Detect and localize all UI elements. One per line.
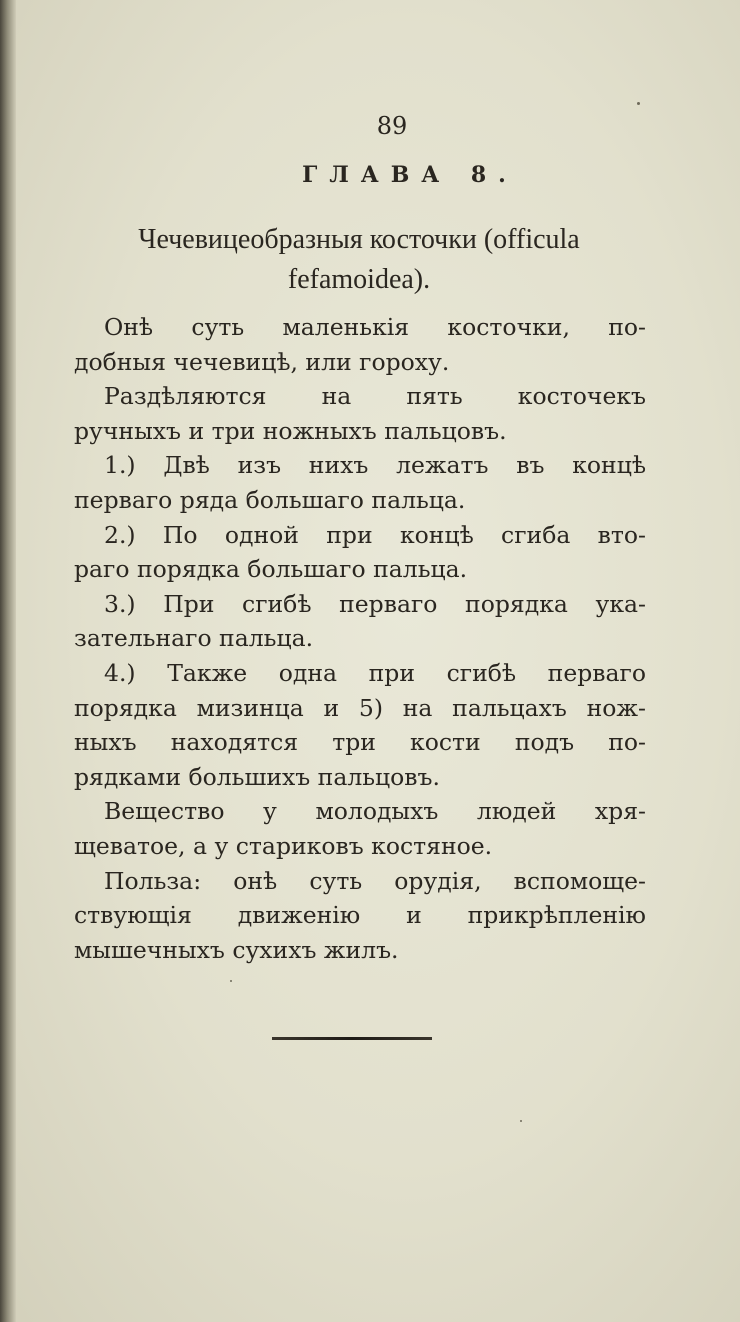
- body-line: рядками большихъ пальцовъ.: [74, 762, 440, 791]
- paper-speck: [637, 102, 640, 105]
- page-gutter-shadow: [0, 0, 16, 1322]
- body-line: Раздѣляются на пять косточекъ: [104, 382, 646, 411]
- end-of-chapter-rule: [272, 1037, 432, 1040]
- chapter-heading: ГЛАВА 8.: [302, 162, 518, 188]
- body-text: [74, 310, 646, 967]
- body-line: щеватое, а у стариковъ костяное.: [74, 831, 493, 860]
- body-line: порядка мизинца и 5) на пальцахъ нож-: [74, 693, 646, 722]
- body-line: ручныхъ и три ножныхъ пальцовъ.: [74, 416, 507, 445]
- body-line: Польза: онѣ суть орудія, вспомоще-: [104, 866, 646, 895]
- section-title-line-1: Чечевицеобразныя косточки (officula: [138, 224, 580, 255]
- body-line: Вещество у молодыхъ людей хря-: [104, 797, 646, 826]
- page-number: 89: [376, 112, 408, 140]
- body-line: раго порядка большаго пальца.: [74, 555, 468, 584]
- body-line: 1.) Двѣ изъ нихъ лежатъ въ концѣ: [104, 451, 646, 480]
- body-line: Онѣ суть маленькія косточки, по-: [104, 313, 646, 341]
- body-line: мышечныхъ сухихъ жилъ.: [74, 935, 399, 964]
- body-line: 2.) По одной при концѣ сгиба вто-: [104, 520, 646, 549]
- body-line: ствующія движенію и прикрѣпленію: [74, 901, 646, 930]
- paper-speck: [230, 980, 232, 982]
- body-line: 3.) При сгибѣ перваго порядка ука-: [104, 589, 646, 618]
- body-line: ныхъ находятся три кости подъ по-: [74, 728, 646, 757]
- section-title-line-2: fefamoidea).: [287, 264, 431, 295]
- body-line: перваго ряда большаго пальца.: [74, 485, 466, 514]
- section-title: [74, 220, 644, 300]
- body-line: добныя чечевицѣ, или гороху.: [74, 347, 450, 376]
- paper-speck: [520, 1120, 522, 1122]
- body-line: зательнаго пальца.: [74, 624, 314, 653]
- body-line: 4.) Также одна при сгибѣ перваго: [104, 658, 646, 687]
